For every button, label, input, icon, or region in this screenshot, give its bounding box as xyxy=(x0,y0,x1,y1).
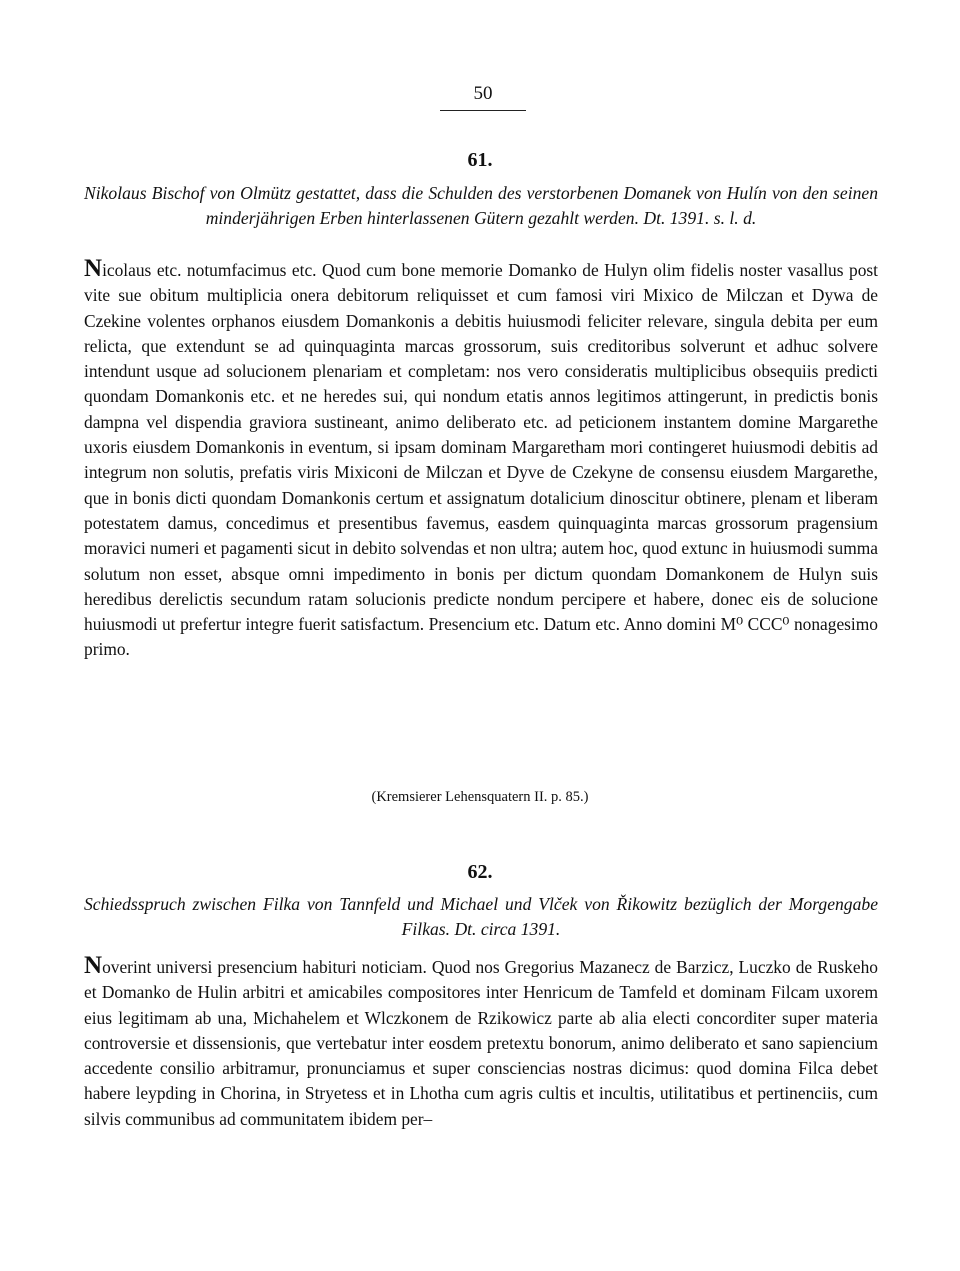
document-61-heading: Nikolaus Bischof von Olmütz gestattet, dass die Schulden des verstorbenen Domanek von Hulín von den seinen minderjährigen Erben hinterlassenen Gütern gezahlt werden. Dt. 1391. s. l. d. xyxy=(84,183,878,228)
document-61-initial: N xyxy=(84,255,103,282)
document-number-61: 61. xyxy=(467,149,493,171)
document-62-text xyxy=(84,952,878,1132)
document-62-body: overint universi presencium habituri noticiam. Quod nos Gregorius Mazanecz de Barzicz, Luczko de Ruskeho et Domanko de Hulin arbitri et amicabiles compositores inter Henricum de Tamfeld et dominam Filcam uxorem eius legitimam ab una, Michahelem et Wlczkonem de Rzikowicz parte ab alia electi concorditer super materia controversie et dissensionis, que vertebatur inter eosdem pretextu bonorum, animo deliberato et sano sapiencium accedente consilio arbitramur, pronunciamus et super consciencias nostras dicimus: quod domina Filca debet habere leypding in Chorina, in Stryetess et in Lhotha cum agris cultis et incultis, utilitatibus et pertinenciis, cum silvis communibus ad communitatem ibidem per– xyxy=(84,957,878,1129)
document-62-initial: N xyxy=(84,952,103,979)
document-61-text xyxy=(84,255,879,663)
page-number: 50 xyxy=(473,83,493,104)
page-number-rule xyxy=(440,110,526,111)
document-62-heading: Schiedsspruch zwischen Filka von Tannfeld und Michael und Vlček von Řikowitz bezüglich der Morgengabe Filkas. Dt. circa 1391. xyxy=(84,894,878,939)
document-61-source: (Kremsierer Lehensquatern II. p. 85.) xyxy=(371,789,589,805)
document-number-62: 62. xyxy=(467,861,493,883)
document-61-body: icolaus etc. notumfacimus etc. Quod cum bone memorie Domanko de Hulyn olim fidelis noster vasallus post vite sue obitum multiplicia onera debitorum reliquisset et cum famosi viri Mixico de Milczan et Dywa de Czekine volentes orphanos eiusdem Domankonis a debitis huiusmodi feliciter relevare, singula debita per eum relicta, que extendunt se ad quinquaginta marcas grossorum, suis creditoribus solverunt et adhuc solvere intendunt usque ad solucionem plenariam et completam: nos vero consideratis multiplicibus obsequiis predicti quondam Domankonis etc. et ne heredes sui, qui nondum etatis annos legitimos attingerunt, in predictis bonis dampna vel dispendia graviora sustineant, animo deliberato etc. ad peticionem instantem domine Margarethe uxoris eiusdem Domankonis in eventum, si ipsam dominam Margaretham mori contingeret huiusmodi debitis ad integrum non solutis, prefatis viris Mixiconi de Milczan et Dyve de Czekyne de consensu eiusdem Margarethe, que in bonis dicti quondam Domankonis certum et assignatum dotalicium dinoscitur obtinere, plenam et liberam potestatem damus, concedimus et presentibus favemus, easdem quinquaginta marcas grossorum pragensium moravici numeri et pagamenti sicut in debito solvendas et non ultra; autem hoc, quod extunc in huiusmodi summa solutum non esset, absque omni impedimento in bonis per dictum quondam Domankonem de Hulyn suis heredibus derelictis secundum ratam solucionis predicte nondum percipere et habere, donec eis de solucione huiusmodi ut prefertur integre fuerit satisfactum. Presencium etc. Datum etc. Anno domini M⁰ CCC⁰ nonagesimo primo. xyxy=(84,260,879,660)
